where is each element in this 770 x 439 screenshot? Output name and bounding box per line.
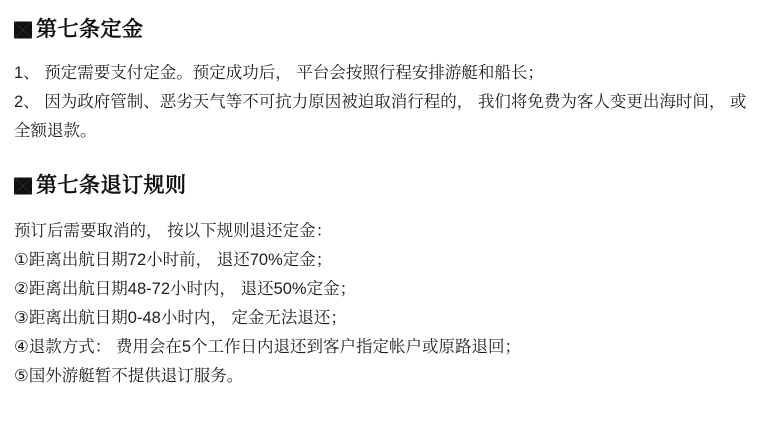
section-heading-cancellation <box>14 172 756 199</box>
deposit-body <box>14 59 756 146</box>
black-diamond-bullet-icon <box>14 21 32 38</box>
section-heading-deposit <box>14 16 756 43</box>
black-diamond-bullet-icon <box>14 177 32 194</box>
section-heading-title: 定金 <box>100 18 144 41</box>
cancellation-rule-3: ③距离出航日期0-48小时内， 定金无法退还； <box>14 308 347 327</box>
deposit-paragraph-1: 1、 预定需要支付定金。预定成功后， 平台会按照行程安排游艇和船长； <box>14 64 544 83</box>
section-heading-prefix: 第七条 <box>36 18 101 41</box>
cancellation-intro: 预订后需要取消的， 按以下规则退还定金： <box>14 222 333 241</box>
cancellation-rule-5: ⑤国外游艇暂不提供退订服务。 <box>14 366 244 385</box>
section-heading-title: 退订规则 <box>100 173 187 197</box>
deposit-paragraph-2: 2、 因为政府管制、恶劣天气等不可抗力原因被迫取消行程的， 我们将免费为客人变更出海时间， 或全额退款。 <box>14 93 747 141</box>
cancellation-rule-1: ①距离出航日期72小时前， 退还70%定金； <box>14 251 333 270</box>
section-heading-prefix: 第七条 <box>36 173 101 197</box>
cancellation-rule-4: ④退款方式： 费用会在5个工作日内退还到客户指定帐户或原路退回； <box>14 337 522 356</box>
cancellation-rule-2: ②距离出航日期48-72小时内， 退还50%定金； <box>14 279 357 298</box>
cancellation-body <box>14 217 756 390</box>
